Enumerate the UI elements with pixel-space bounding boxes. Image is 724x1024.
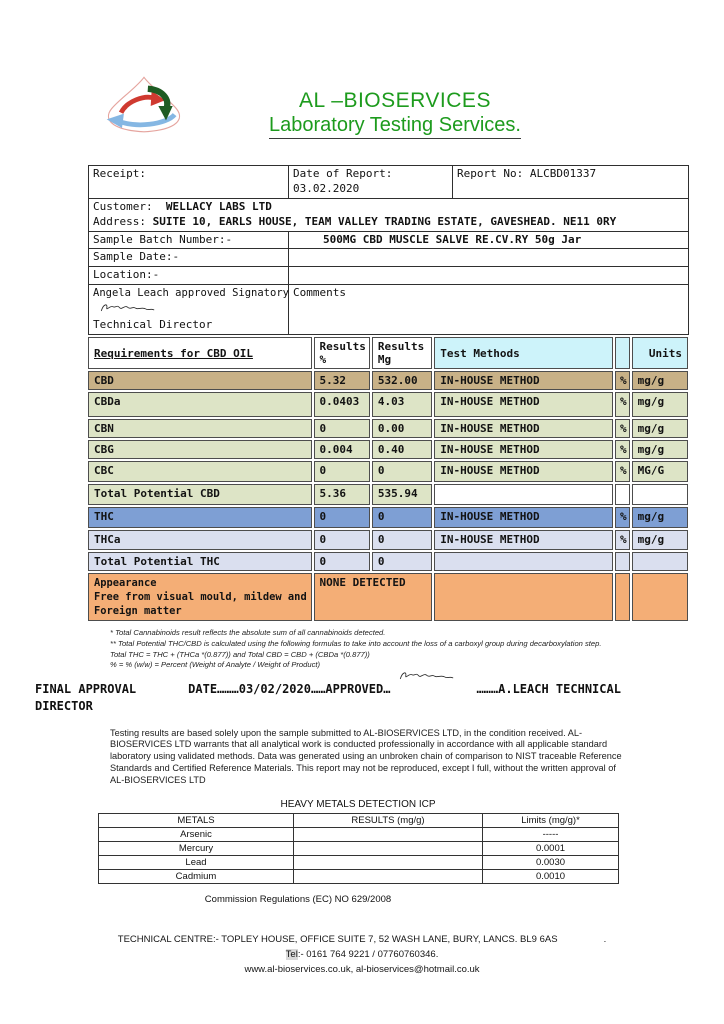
signatory-title: Technical Director <box>93 318 213 332</box>
metal-name: Cadmium <box>99 870 294 884</box>
footer-address: TECHNICAL CENTRE:- TOPLEY HOUSE, OFFICE SUITE 7, 52 WASH LANE, BURY, LANCS. BL9 6AS . <box>117 934 607 946</box>
footer-web: www.al-bioservices.co.uk, al-bioservices@hotmail.co.uk <box>244 963 480 975</box>
location-row <box>89 267 689 285</box>
test-method: IN-HOUSE METHOD <box>434 530 613 550</box>
footnotes <box>110 628 724 671</box>
result-row-cbn <box>88 419 688 438</box>
regulation-text: Commission Regulations (EC) NO 629/2008 <box>204 894 392 906</box>
analyte-name: CBD <box>88 371 312 390</box>
metal-result <box>294 870 483 884</box>
test-method: IN-HOUSE METHOD <box>434 371 613 390</box>
al-bioservices-logo-icon <box>100 74 188 143</box>
unit-value: mg/g <box>632 440 688 459</box>
percent-symbol: % <box>615 461 629 482</box>
test-method <box>434 552 613 571</box>
percent-symbol: % <box>615 392 629 417</box>
test-method: IN-HOUSE METHOD <box>434 392 613 417</box>
test-method <box>434 484 613 505</box>
receipt-label: Receipt: <box>89 166 289 199</box>
footnote-line: * Total Cannabinoids result reflects the absolute sum of all cannabinoids detected. <box>110 628 386 638</box>
percent-symbol: % <box>615 530 629 550</box>
test-method: IN-HOUSE METHOD <box>434 461 613 482</box>
tel-label: Tel <box>285 949 298 961</box>
unit-value: mg/g <box>632 507 688 528</box>
metal-name: Lead <box>99 856 294 870</box>
percent-symbol <box>615 552 629 571</box>
metal-limit: ----- <box>483 828 619 842</box>
report-date-value: 03.02.2020 <box>293 182 360 196</box>
signatory-cell <box>89 285 289 335</box>
test-method: IN-HOUSE METHOD <box>434 507 613 528</box>
unit-value: mg/g <box>632 530 688 550</box>
footer-tel: Tel:- 0161 764 9221 / 07760760346. <box>285 949 439 961</box>
appearance-row <box>88 573 688 621</box>
report-number: Report No: ALCBD01337 <box>453 166 689 199</box>
analyte-name: Total Potential THC <box>88 552 312 571</box>
footnote-line: % = % (w/w) = Percent (Weight of Analyte / Weight of Product) <box>110 660 321 670</box>
report-date-label: Date of Report: <box>293 167 393 181</box>
appearance-unit <box>632 573 688 621</box>
analyte-name: Total Potential CBD <box>88 484 312 505</box>
symbol-header <box>615 337 629 369</box>
metal-result <box>294 842 483 856</box>
result-row-total-thc <box>88 552 688 571</box>
metal-limit: 0.0001 <box>483 842 619 856</box>
footer <box>0 933 724 977</box>
results-mg-header: Results Mg <box>372 337 432 369</box>
heavy-metal-row-arsenic <box>99 828 619 842</box>
result-mg: 0 <box>372 461 432 482</box>
heavy-metals-title: HEAVY METALS DETECTION ICP <box>280 799 436 811</box>
metal-limit: 0.0010 <box>483 870 619 884</box>
analyte-name: CBG <box>88 440 312 459</box>
sample-date-value <box>289 249 689 267</box>
sample-info-table <box>88 165 689 335</box>
unit-value: mg/g <box>632 419 688 438</box>
percent-symbol: % <box>615 419 629 438</box>
unit-value: MG/G <box>632 461 688 482</box>
heavy-metals-table <box>98 813 619 884</box>
result-percent: 0.004 <box>314 440 370 459</box>
approval-name: ………A.LEACH TECHNICAL <box>476 681 621 696</box>
approval-date: DATE………03/02/2020……APPROVED… <box>188 681 391 696</box>
percent-symbol <box>615 484 629 505</box>
appearance-symbol <box>615 573 629 621</box>
metal-result <box>294 856 483 870</box>
heavy-metal-row-mercury <box>99 842 619 856</box>
result-mg: 4.03 <box>372 392 432 417</box>
result-percent: 5.32 <box>314 371 370 390</box>
units-header: Units <box>632 337 688 369</box>
footnote-line: ** Total Potential THC/CBD is calculated using the following formulas to take into account the loss of a carboxyl group during decarboxylation step. <box>110 638 602 648</box>
result-percent: 0 <box>314 461 370 482</box>
percent-symbol: % <box>615 440 629 459</box>
report-header <box>185 0 605 139</box>
analyte-name: CBC <box>88 461 312 482</box>
metals-header: METALS <box>99 814 294 828</box>
appearance-method <box>434 573 613 621</box>
results-percent-header: Results % <box>314 337 370 369</box>
analyte-name: CBN <box>88 419 312 438</box>
customer-label: Customer: <box>93 199 153 213</box>
signatory-name: Angela Leach approved Signatory <box>93 287 289 300</box>
cannabinoid-results-table <box>86 335 690 623</box>
analyte-name: THCa <box>88 530 312 550</box>
result-percent: 0 <box>314 419 370 438</box>
receipt-row <box>89 166 689 199</box>
sample-date-label: Sample Date:- <box>89 249 289 267</box>
result-mg: 0 <box>372 530 432 550</box>
result-percent: 5.36 <box>314 484 370 505</box>
percent-symbol: % <box>615 507 629 528</box>
result-mg: 0.40 <box>372 440 432 459</box>
result-mg: 535.94 <box>372 484 432 505</box>
appearance-description: Appearance Free from visual mould, mildew and Foreign matter <box>88 573 312 621</box>
signatory-row <box>89 285 689 335</box>
approval-title: DIRECTOR <box>35 699 93 714</box>
address-label: Address: <box>93 214 146 228</box>
customer-row <box>89 198 689 231</box>
customer-address-cell <box>89 198 689 231</box>
result-row-cbc <box>88 461 688 482</box>
sample-batch-value: 500MG CBD MUSCLE SALVE RE.CV.RY 50g Jar <box>289 231 689 249</box>
sample-date-row <box>89 249 689 267</box>
unit-value <box>632 484 688 505</box>
result-mg: 532.00 <box>372 371 432 390</box>
analyte-name: CBDa <box>88 392 312 417</box>
test-methods-header: Test Methods <box>434 337 613 369</box>
heavy-metal-row-lead <box>99 856 619 870</box>
test-method: IN-HOUSE METHOD <box>434 419 613 438</box>
hm-limits-header: Limits (mg/g)* <box>483 814 619 828</box>
test-method: IN-HOUSE METHOD <box>434 440 613 459</box>
heavy-metals-header-row <box>99 814 619 828</box>
result-mg: 0 <box>372 552 432 571</box>
final-approval-label: FINAL APPROVAL <box>35 681 137 696</box>
requirements-header: Requirements for CBD OIL <box>88 337 312 369</box>
customer-value: WELLACY LABS LTD <box>165 199 272 213</box>
result-percent: 0 <box>314 552 370 571</box>
report-date-cell <box>289 166 453 199</box>
disclaimer-text: Testing results are based solely upon the sample submitted to AL-BIOSERVICES LTD, in the condition received. AL-BIOSERVICES LTD warrants that all analytical work is conducted professionally in accordance with all applicable standard laboratory using validated methods. Data was generated using an unbroken chain of comparison to NIST traceable Reference Standards and Certified Reference Materials. This report may not be reproduced, except I full, without the written approval of AL-BIOSERVICES LTD <box>110 727 622 786</box>
signature-scribble-icon <box>99 301 284 316</box>
metal-name: Arsenic <box>99 828 294 842</box>
result-mg: 0 <box>372 507 432 528</box>
hm-results-header: RESULTS (mg/g) <box>294 814 483 828</box>
results-header-row <box>88 337 688 369</box>
sample-batch-label: Sample Batch Number:- <box>89 231 289 249</box>
footnote-line: Total THC = THC + (THCa *(0.877)) and Total CBD = CBD + (CBDa *(0.877)) <box>110 649 370 659</box>
heavy-metal-row-cadmium <box>99 870 619 884</box>
result-row-thca <box>88 530 688 550</box>
result-row-cbd <box>88 371 688 390</box>
result-row-thc <box>88 507 688 528</box>
location-label: Location:- <box>89 267 289 285</box>
comments-cell: Comments <box>289 285 689 335</box>
appearance-result: NONE DETECTED <box>314 573 433 621</box>
result-percent: 0 <box>314 530 370 550</box>
unit-value <box>632 552 688 571</box>
approval-signature-icon <box>390 683 476 693</box>
metal-result <box>294 828 483 842</box>
result-mg: 0.00 <box>372 419 432 438</box>
analyte-name: THC <box>88 507 312 528</box>
location-value <box>289 267 689 285</box>
result-row-cbg <box>88 440 688 459</box>
page-title: AL –BIOSERVICES <box>299 89 491 112</box>
metal-name: Mercury <box>99 842 294 856</box>
sample-batch-row <box>89 231 689 249</box>
unit-value: mg/g <box>632 371 688 390</box>
result-row-total-cbd <box>88 484 688 505</box>
page-subtitle: Laboratory Testing Services. <box>185 113 605 139</box>
result-percent: 0.0403 <box>314 392 370 417</box>
result-row-cbda <box>88 392 688 417</box>
percent-symbol: % <box>615 371 629 390</box>
address-value: SUITE 10, EARLS HOUSE, TEAM VALLEY TRADING ESTATE, GAVESHEAD. NE11 0RY <box>152 214 617 228</box>
final-approval <box>35 681 724 716</box>
metal-limit: 0.0030 <box>483 856 619 870</box>
unit-value: mg/g <box>632 392 688 417</box>
result-percent: 0 <box>314 507 370 528</box>
